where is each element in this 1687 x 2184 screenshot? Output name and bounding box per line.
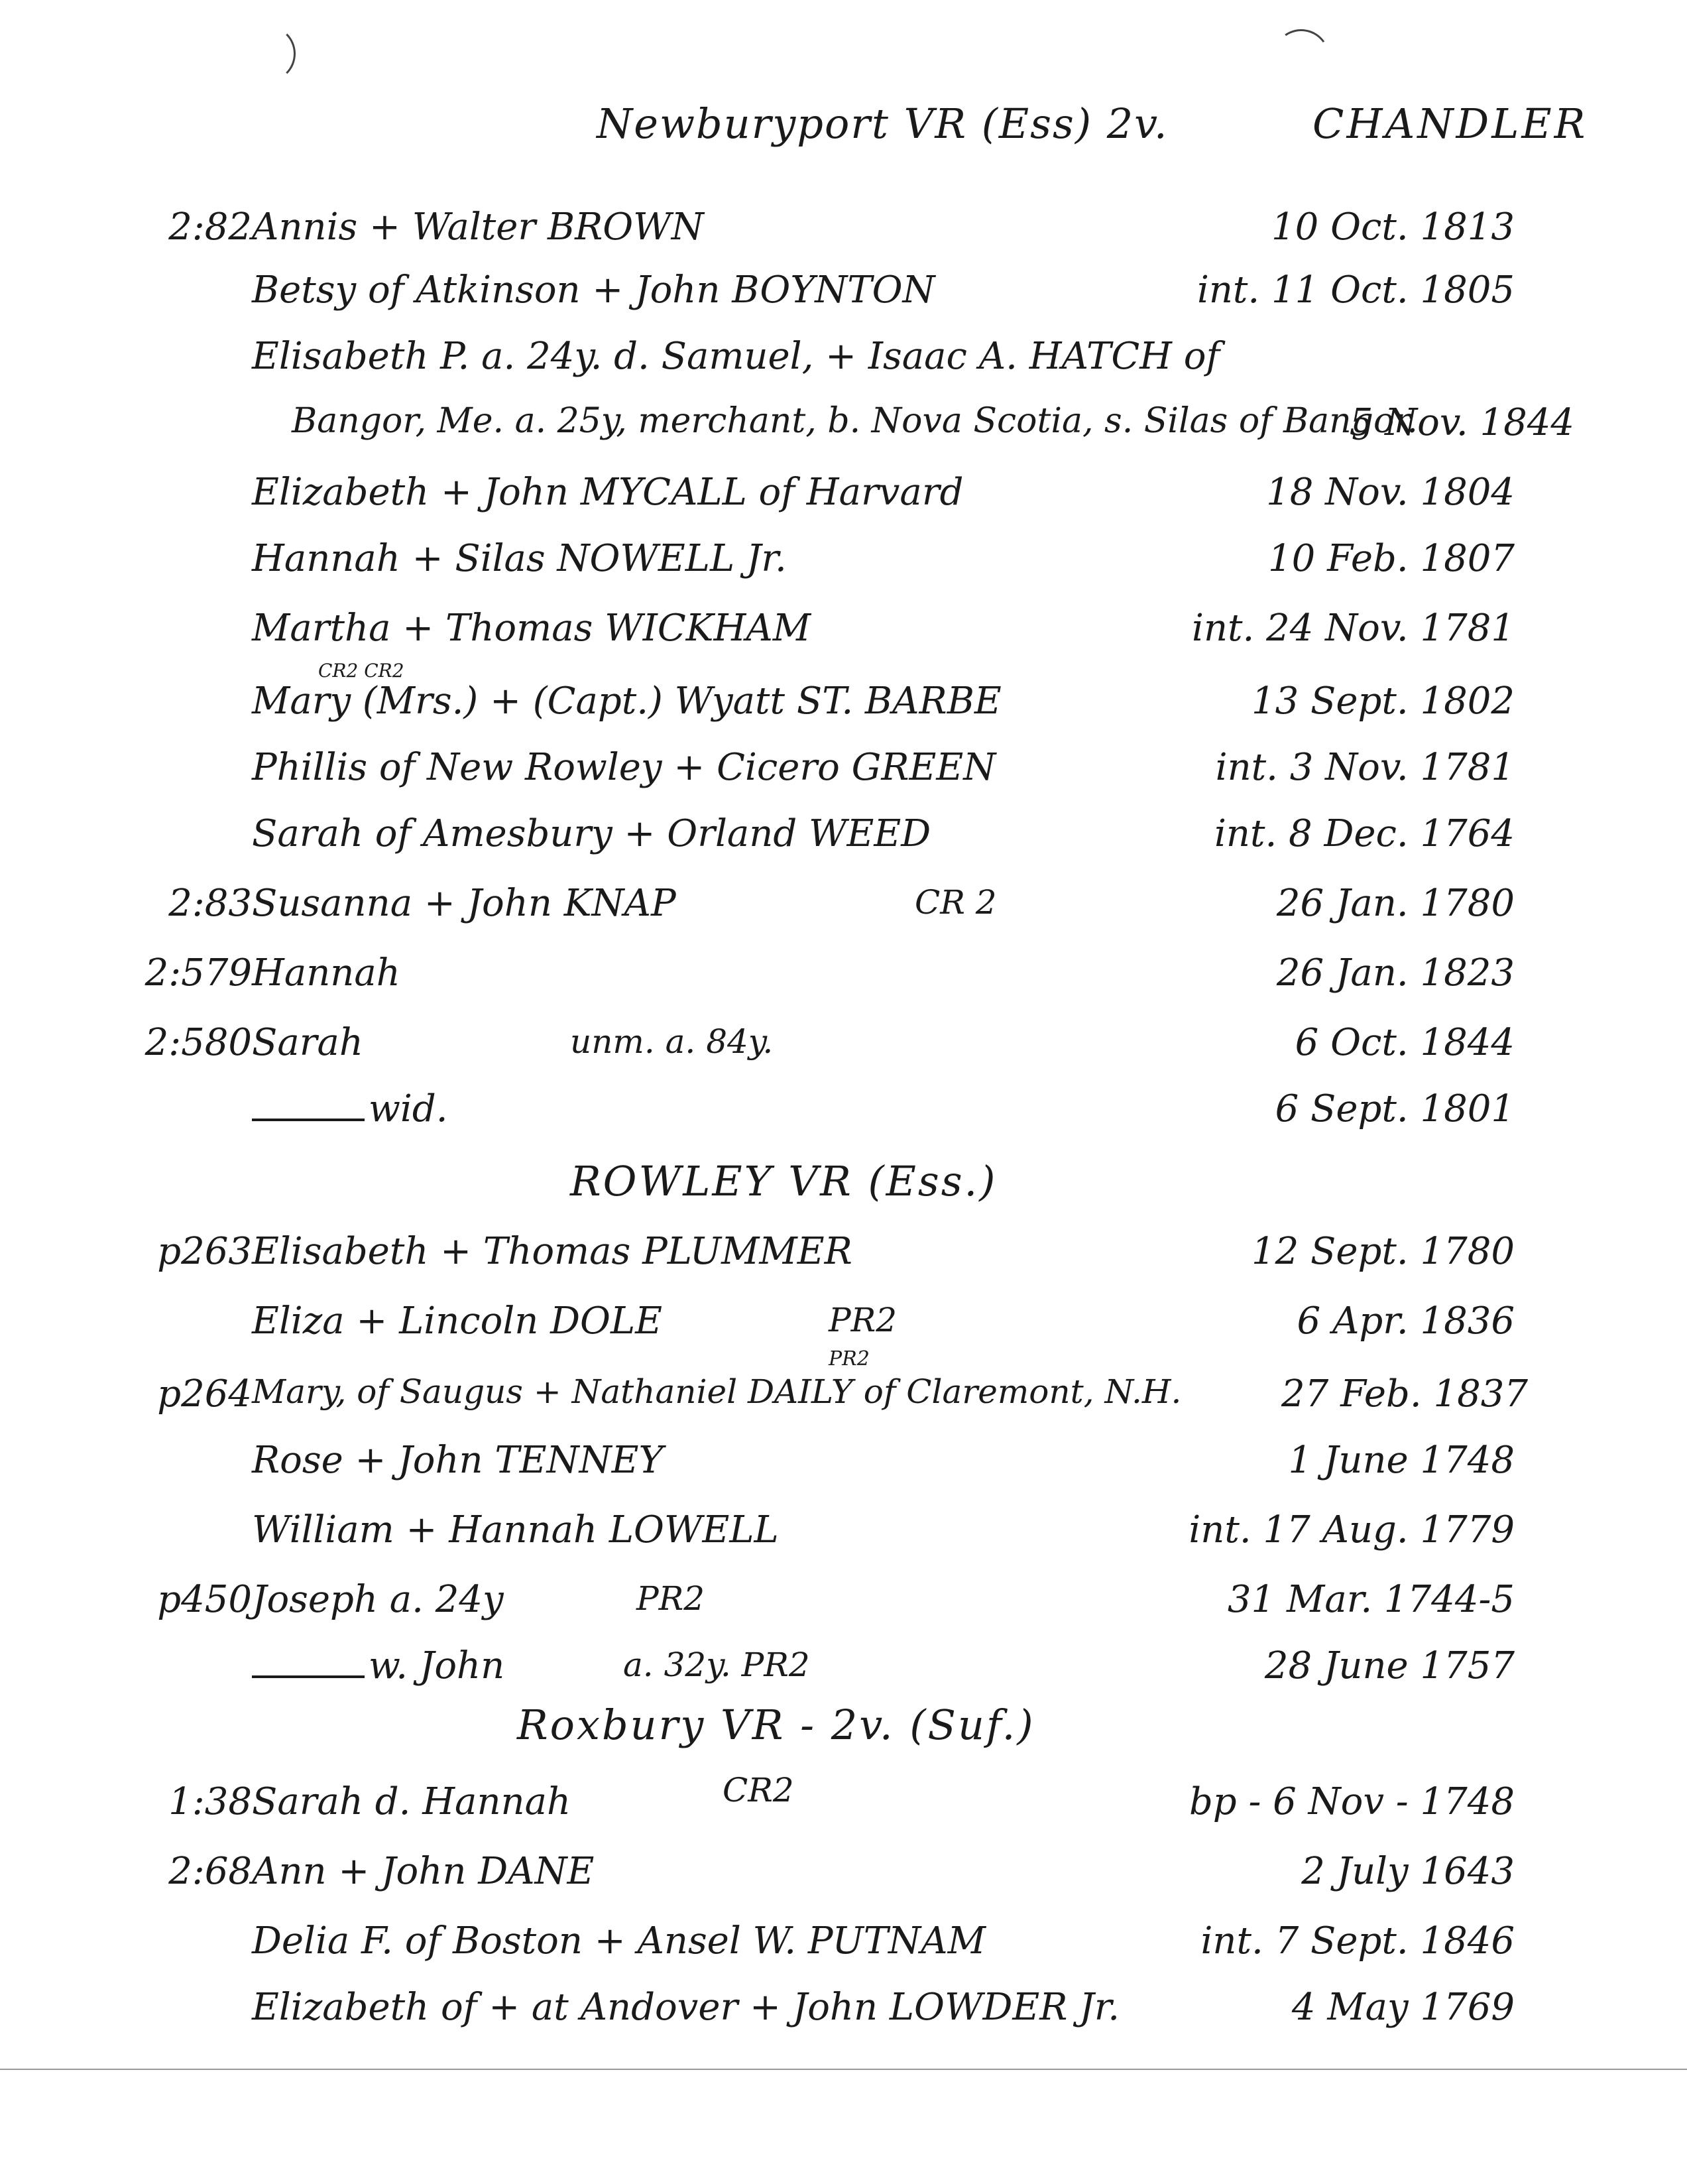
list-item	[0, 262, 1687, 328]
entry-note: PR2	[829, 1301, 898, 1339]
list-item	[0, 1638, 1687, 1704]
entry-text: Sarah	[252, 1021, 363, 1064]
entry-date: 26 Jan. 1823	[1276, 951, 1515, 995]
list-item	[0, 530, 1687, 597]
page-reference: p450	[157, 1578, 252, 1621]
entry-text	[252, 1644, 504, 1687]
surname-heading: CHANDLER	[1312, 99, 1588, 148]
entry-date: 10 Oct. 1813	[1271, 206, 1515, 249]
entry-text: Hannah + Silas NOWELL Jr.	[252, 537, 787, 580]
entry-note: CR 2	[915, 883, 997, 922]
list-item	[0, 1432, 1687, 1498]
entry-note: PR2	[829, 1347, 870, 1370]
entry-text: Delia F. of Boston + Ansel W. PUTNAM	[252, 1919, 986, 1963]
list-item	[0, 1014, 1687, 1081]
entry-text: Elisabeth P. a. 24y. d. Samuel, + Isaac A. HATCH of	[252, 335, 1220, 378]
entry-date: int. 3 Nov. 1781	[1215, 746, 1515, 789]
entry-text-suffix: wid.	[369, 1087, 448, 1130]
entry-text: Rose + John TENNEY	[252, 1439, 664, 1482]
entry-date: 10 Feb. 1807	[1268, 537, 1515, 580]
list-item	[0, 1771, 1687, 1840]
entry-date: 28 June 1757	[1264, 1644, 1515, 1687]
page-reference: p264	[157, 1372, 252, 1416]
entry-text: Hannah	[252, 951, 400, 995]
entry-text: Betsy of Atkinson + John BOYNTON	[252, 269, 935, 312]
page-reference: p263	[157, 1230, 252, 1273]
entry-note: CR2	[723, 1771, 794, 1809]
entry-text: Sarah d. Hannah	[252, 1780, 571, 1823]
list-item	[0, 739, 1687, 806]
list-item	[0, 875, 1687, 941]
entry-text: Susanna + John KNAP	[252, 882, 676, 925]
hole-punch-mark-left	[239, 25, 296, 82]
entry-date: int. 24 Nov. 1781	[1192, 607, 1515, 650]
entry-text: Elisabeth + Thomas PLUMMER	[252, 1230, 852, 1273]
entry-date: int. 11 Oct. 1805	[1196, 269, 1515, 312]
list-item	[0, 1843, 1687, 1910]
page-title: Newburyport VR (Ess) 2v.	[597, 99, 1169, 148]
section-heading: ROWLEY VR (Ess.)	[570, 1157, 998, 1205]
list-item	[0, 1347, 1687, 1432]
list-item	[0, 1223, 1687, 1290]
entry-text: Elizabeth + John MYCALL of Harvard	[252, 471, 964, 514]
entry-text: Phillis of New Rowley + Cicero GREEN	[252, 746, 996, 789]
entry-text: Sarah of Amesbury + Orland WEED	[252, 812, 931, 855]
page-bottom-rule	[0, 2069, 1687, 2070]
entry-date: 6 Sept. 1801	[1275, 1087, 1515, 1130]
list-item	[0, 600, 1687, 666]
entry-date: 2 July 1643	[1301, 1850, 1515, 1893]
blank-line	[252, 1675, 365, 1678]
entry-text	[252, 1087, 448, 1130]
list-item	[0, 1913, 1687, 1979]
entry-text: Martha + Thomas WICKHAM	[252, 607, 811, 650]
entry-text: Elizabeth of + at Andover + John LOWDER Jr.	[252, 1986, 1120, 2029]
entry-text: Mary (Mrs.) + (Capt.) Wyatt ST. BARBE	[252, 680, 1002, 723]
entry-note: CR2 CR2	[318, 660, 404, 682]
entry-date: 31 Mar. 1744-5	[1227, 1578, 1515, 1621]
list-item	[0, 1081, 1687, 1147]
list-item	[0, 1979, 1687, 2045]
entry-date: int. 8 Dec. 1764	[1214, 812, 1515, 855]
blank-line	[252, 1119, 365, 1121]
entry-text: Mary, of Saugus + Nathaniel DAILY of Claremont, N.H.	[252, 1372, 1182, 1411]
section-heading: Roxbury VR - 2v. (Suf.)	[517, 1701, 1035, 1749]
entry-date: 6 Apr. 1836	[1297, 1300, 1515, 1343]
entry-date: 4 May 1769	[1291, 1986, 1515, 2029]
entry-text: Ann + John DANE	[252, 1850, 595, 1893]
list-item	[0, 328, 1687, 394]
entry-date: 27 Feb. 1837	[1281, 1372, 1528, 1416]
list-item	[0, 806, 1687, 872]
list-item	[0, 464, 1687, 530]
page-reference: 2:82	[168, 206, 252, 249]
list-item	[0, 660, 1687, 739]
entry-date: 26 Jan. 1780	[1276, 882, 1515, 925]
hole-punch-mark-right	[1268, 25, 1334, 91]
entry-text: Annis + Walter BROWN	[252, 206, 704, 249]
entry-text: Joseph a. 24y	[252, 1578, 504, 1621]
entry-note: PR2	[636, 1579, 705, 1618]
entry-date: int. 7 Sept. 1846	[1200, 1919, 1515, 1963]
list-item	[0, 394, 1687, 461]
entry-text-continued: Bangor, Me. a. 25y, merchant, b. Nova Scotia, s. Silas of Bangor.	[292, 401, 1418, 441]
page-reference: 2:68	[168, 1850, 252, 1893]
entry-date: 18 Nov. 1804	[1266, 471, 1515, 514]
entry-date: 13 Sept. 1802	[1251, 680, 1515, 723]
entry-date: 12 Sept. 1780	[1251, 1230, 1515, 1273]
entry-note: a. 32y. PR2	[623, 1646, 810, 1684]
entry-date: bp - 6 Nov - 1748	[1189, 1780, 1515, 1823]
list-item	[0, 945, 1687, 1011]
entry-text: William + Hannah LOWELL	[252, 1508, 779, 1551]
page-reference: 2:580	[145, 1021, 252, 1064]
page-reference: 2:579	[145, 951, 252, 995]
entry-date: int. 17 Aug. 1779	[1189, 1508, 1515, 1551]
page-reference: 2:83	[168, 882, 252, 925]
list-item	[0, 199, 1687, 265]
entry-date: 6 Oct. 1844	[1295, 1021, 1515, 1064]
entry-text: Eliza + Lincoln DOLE	[252, 1300, 663, 1343]
entry-date: 1 June 1748	[1288, 1439, 1515, 1482]
page-reference: 1:38	[168, 1780, 252, 1823]
entry-date: 5 Nov. 1844	[1349, 401, 1574, 444]
entry-note: unm. a. 84y.	[570, 1022, 774, 1061]
list-item	[0, 1502, 1687, 1568]
entry-text-suffix: w. John	[369, 1644, 505, 1687]
list-item	[0, 1571, 1687, 1638]
